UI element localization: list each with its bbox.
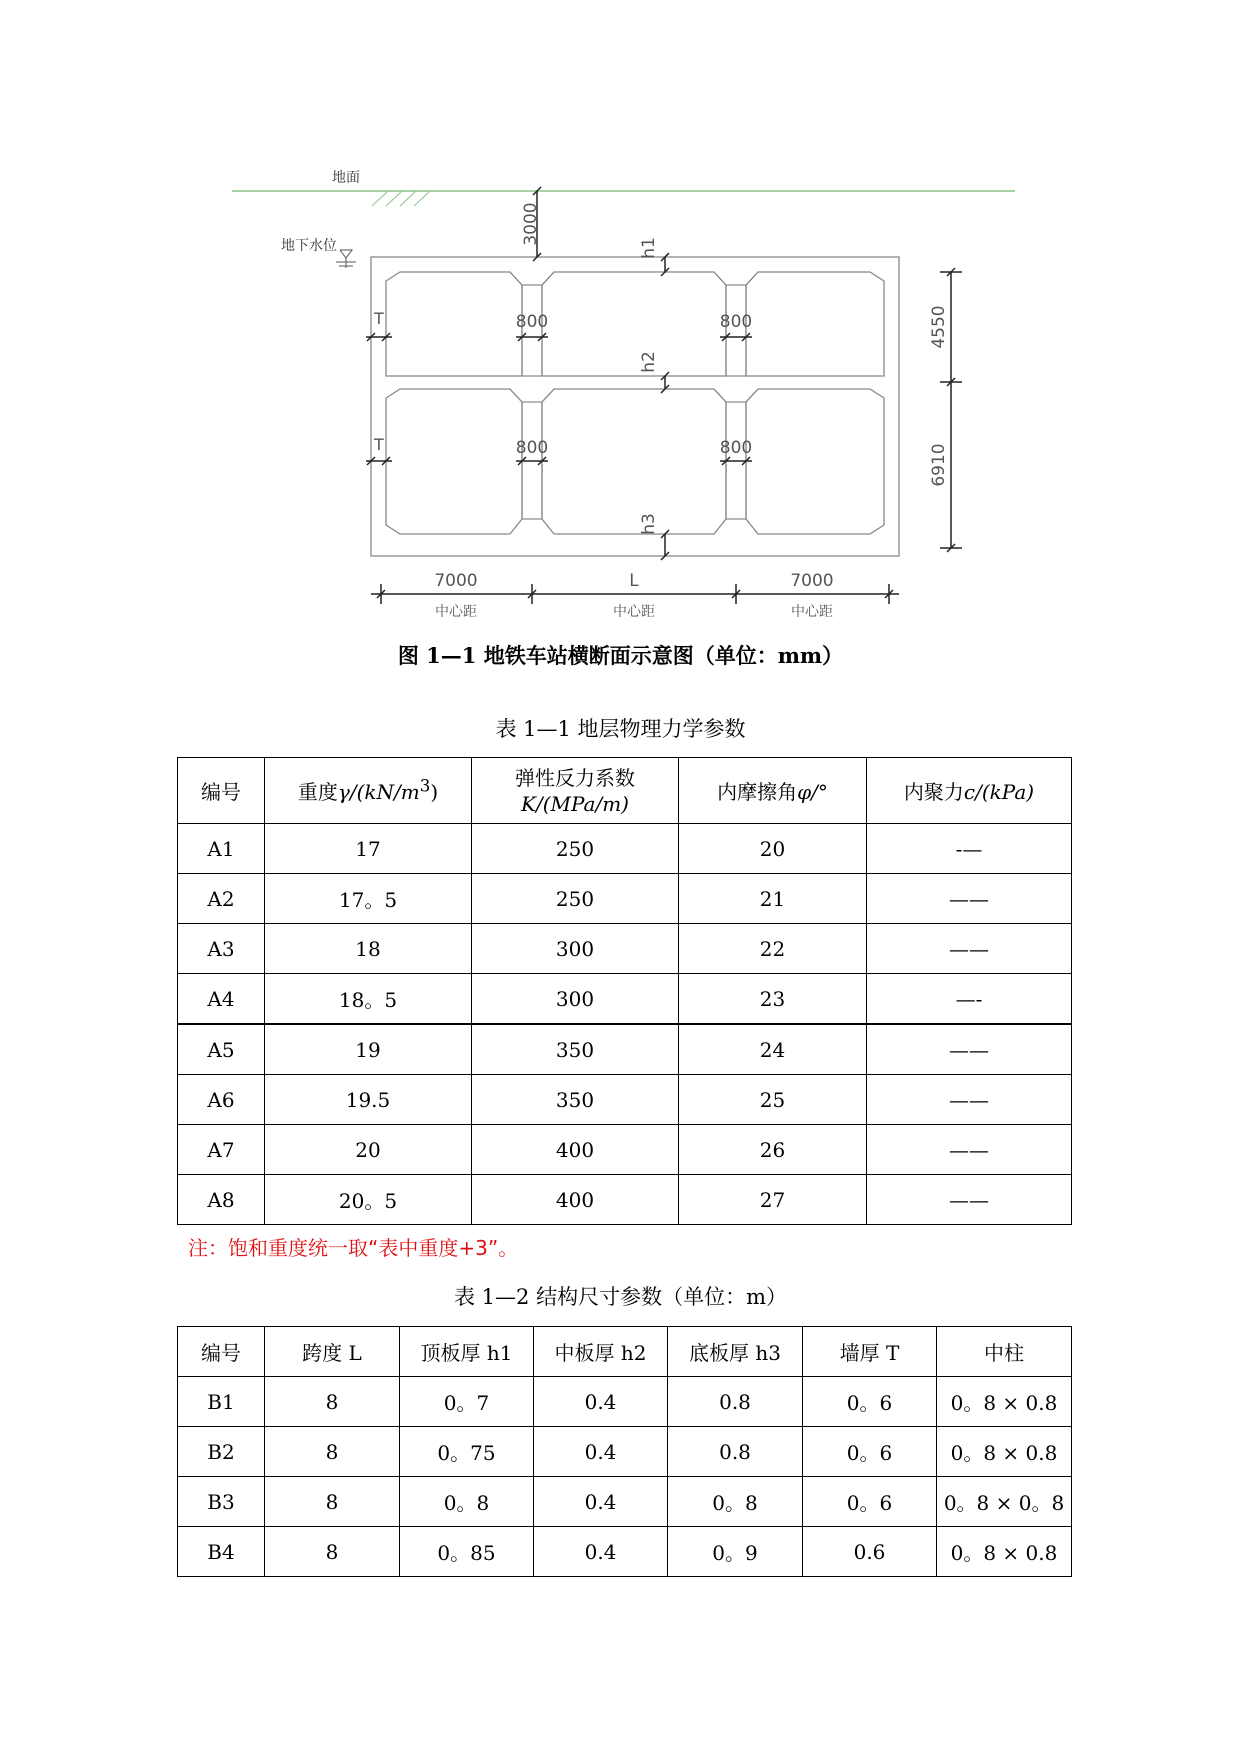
table-row (178, 1125, 1072, 1175)
table-cell: A6 (178, 1075, 265, 1125)
table2-header-middle-slab: 中板厚 h2 (534, 1327, 668, 1377)
table-cell: 0。8 × 0.8 (937, 1427, 1072, 1477)
table-cell: A1 (178, 824, 265, 874)
table-row (178, 1024, 1072, 1075)
table2-header-column: 中柱 (937, 1327, 1072, 1377)
table-cell: 0。8 × 0。8 (937, 1477, 1072, 1527)
table-cell: 19 (265, 1024, 472, 1075)
table-cell: 0.4 (534, 1477, 668, 1527)
center-label-middle: 中心距 (613, 604, 655, 620)
dim-800-upper-left: 800 (515, 312, 549, 332)
table1-header-reaction-coeff (472, 758, 679, 824)
table-cell: 0.4 (534, 1377, 668, 1427)
center-label-left: 中心距 (435, 604, 477, 620)
water-level-symbol (336, 250, 356, 268)
table-cell: 27 (679, 1175, 867, 1225)
dim-6910-label: 6910 (929, 443, 949, 487)
dim-L-label: L (629, 571, 639, 591)
table2-title: 表 1—2 结构尺寸参数（单位：m） (454, 1285, 787, 1309)
table-cell: 20 (265, 1125, 472, 1175)
table-cell: 22 (679, 924, 867, 974)
table-row (178, 1477, 1072, 1527)
table1-header-unit-weight-close: ) (430, 780, 439, 804)
table-cell: 300 (472, 924, 679, 974)
table1-title: 表 1—1 地层物理力学参数 (495, 717, 746, 741)
table-cell: 250 (472, 824, 679, 874)
dim-h1-label: h1 (639, 237, 659, 259)
table-cell: 0.8 (668, 1427, 803, 1477)
dim-h2-label: h2 (639, 351, 659, 373)
table-row (178, 924, 1072, 974)
table-cell: 350 (472, 1024, 679, 1075)
table-cell: B1 (178, 1377, 265, 1427)
table1-header-friction-angle (679, 758, 867, 824)
table-cell: 0.4 (534, 1527, 668, 1577)
table-cell: A4 (178, 974, 265, 1025)
table-cell: 300 (472, 974, 679, 1025)
table-cell: 19.5 (265, 1075, 472, 1125)
dim-h3-label: h3 (639, 513, 659, 535)
cross-section-svg (0, 0, 1241, 640)
table-cell: 8 (265, 1527, 400, 1577)
table-cell: 0。8 × 0.8 (937, 1527, 1072, 1577)
table-cell: —— (867, 874, 1072, 924)
table-cell: —— (867, 1125, 1072, 1175)
table-cell: 0.6 (803, 1527, 937, 1577)
table-cell: 0。7 (400, 1377, 534, 1427)
table-cell: B4 (178, 1527, 265, 1577)
table1-header-unit-weight-text: 重度 (297, 780, 338, 804)
table-cell: 17。5 (265, 874, 472, 924)
table-cell: 23 (679, 974, 867, 1025)
table-cell: 18 (265, 924, 472, 974)
table-cell: B3 (178, 1477, 265, 1527)
table-row (178, 1527, 1072, 1577)
dim-T-upper: T (374, 309, 384, 328)
table2-header-wall: 墙厚 T (803, 1327, 937, 1377)
table-cell: 26 (679, 1125, 867, 1175)
table2-header-id: 编号 (178, 1327, 265, 1377)
table-cell: —— (867, 924, 1072, 974)
table-cell: 0。8 (668, 1477, 803, 1527)
table1-header-unit-weight-sup: 3 (419, 776, 431, 796)
table-cell: —— (867, 1024, 1072, 1075)
table1-header-unit-weight-math: γ/(kN/m (337, 780, 420, 804)
table-row (178, 824, 1072, 874)
table1-header-reaction-coeff-text: 弹性反力系数 (515, 765, 635, 790)
table-cell: —- (867, 974, 1072, 1025)
table-row (178, 1377, 1072, 1427)
table1-header-id: 编号 (178, 758, 265, 824)
table-cell: 0。6 (803, 1427, 937, 1477)
table1-header-cohesion-text: 内聚力 (903, 780, 964, 804)
dim-800-lower-left: 800 (515, 438, 549, 458)
table-cell: 21 (679, 874, 867, 924)
ground-hatch (372, 191, 430, 206)
station-outer-box (371, 257, 899, 556)
upper-cells (386, 272, 884, 376)
table-cell: 20 (679, 824, 867, 874)
dim-T-lower: T (374, 435, 384, 454)
table-cell: 0。6 (803, 1477, 937, 1527)
center-label-right: 中心距 (791, 604, 833, 620)
table1-header-cohesion-math: c/(kPa) (963, 780, 1035, 804)
table-cell: 8 (265, 1377, 400, 1427)
table-cell: A5 (178, 1024, 265, 1075)
table-cell: 0.8 (668, 1377, 803, 1427)
dim-7000-left: 7000 (434, 571, 478, 591)
dim-3000-label: 3000 (521, 202, 541, 246)
table-row (178, 1175, 1072, 1225)
table-cell: 400 (472, 1175, 679, 1225)
dim-7000-right: 7000 (790, 571, 834, 591)
table-cell: 0。9 (668, 1527, 803, 1577)
table-cell: 25 (679, 1075, 867, 1125)
table-cell: A7 (178, 1125, 265, 1175)
dim-4550-label: 4550 (929, 305, 949, 349)
table-structure-dimensions (177, 1326, 1072, 1577)
table-cell: 18。5 (265, 974, 472, 1025)
table-row (178, 874, 1072, 924)
table2-header-top-slab: 顶板厚 h1 (400, 1327, 534, 1377)
table-cell: 350 (472, 1075, 679, 1125)
table1-header-unit-weight (265, 758, 472, 824)
saturated-weight-note: 注：饱和重度统一取“表中重度+3”。 (188, 1236, 519, 1260)
table-cell: 0。8 (400, 1477, 534, 1527)
table1-header-reaction-coeff-math: K/(MPa/m) (521, 791, 629, 816)
table-cell: A8 (178, 1175, 265, 1225)
table-row (178, 974, 1072, 1025)
table-cell: 20。5 (265, 1175, 472, 1225)
table-cell: 0。85 (400, 1527, 534, 1577)
table-cell: 0。75 (400, 1427, 534, 1477)
table-cell: —— (867, 1175, 1072, 1225)
table-cell: B2 (178, 1427, 265, 1477)
column-width-marks (516, 333, 752, 465)
figure-caption: 图 1—1 地铁车站横断面示意图（单位：mm） (397, 643, 844, 668)
dim-800-upper-right: 800 (719, 312, 753, 332)
table-row (178, 1075, 1072, 1125)
table-cell: A2 (178, 874, 265, 924)
table1-header-friction-angle-text: 内摩擦角 (717, 780, 798, 804)
table2-header-bottom-slab: 底板厚 h3 (668, 1327, 803, 1377)
table-cell: 0。6 (803, 1377, 937, 1427)
table-row (178, 1427, 1072, 1477)
table-cell: 17 (265, 824, 472, 874)
table-cell: 24 (679, 1024, 867, 1075)
dim-800-lower-right: 800 (719, 438, 753, 458)
table1-header-cohesion (867, 758, 1072, 824)
lower-cells (386, 389, 884, 534)
ground-label: 地面 (332, 170, 360, 186)
table-cell: A3 (178, 924, 265, 974)
table1-header-row (178, 758, 1072, 824)
table-cell: 8 (265, 1427, 400, 1477)
table-cell: —— (867, 1075, 1072, 1125)
table-cell: 0。8 × 0.8 (937, 1377, 1072, 1427)
table-cell: 8 (265, 1477, 400, 1527)
middle-columns (522, 285, 746, 519)
table-cell: 0.4 (534, 1427, 668, 1477)
water-level-label: 地下水位 (281, 238, 337, 254)
table-soil-parameters (177, 757, 1072, 1225)
table-cell: 250 (472, 874, 679, 924)
cross-section-drawing (0, 0, 1241, 640)
table2-header-span: 跨度 L (265, 1327, 400, 1377)
table2-header-row (178, 1327, 1072, 1377)
table-cell: 400 (472, 1125, 679, 1175)
table1-header-friction-angle-math: φ/° (797, 780, 828, 804)
table-cell: -— (867, 824, 1072, 874)
